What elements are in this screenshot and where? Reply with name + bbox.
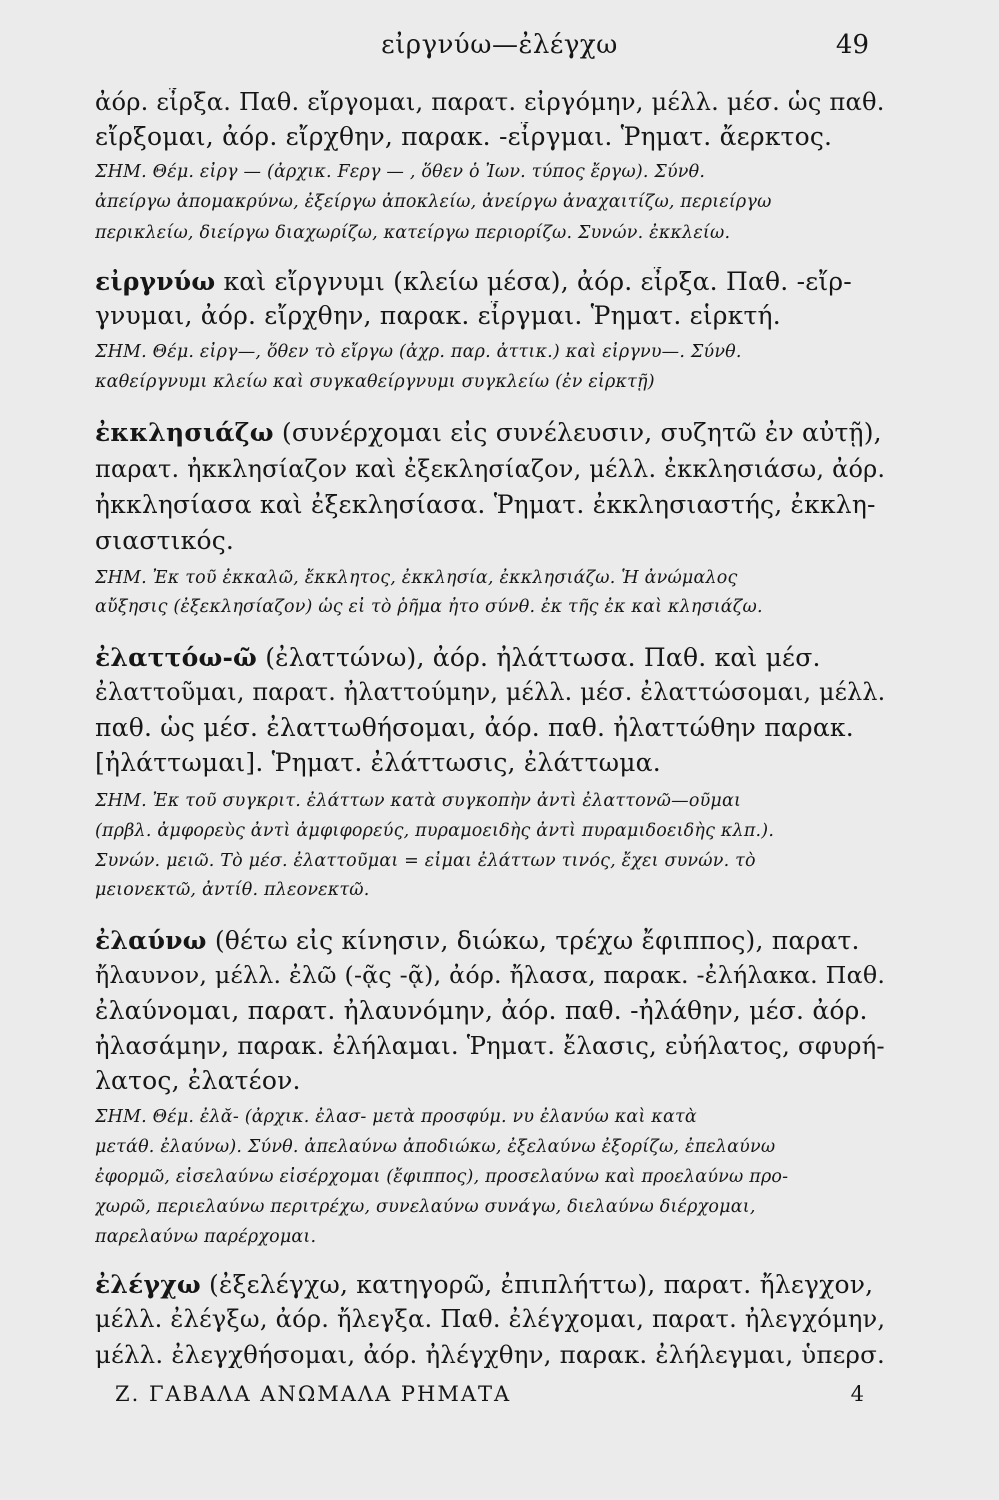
entry-line: ἐλέγχω (ἐξελέγχω, κατηγορῶ, ἐπιπλήττω), παρατ. ἤλεγχον, bbox=[95, 1270, 874, 1299]
note-line: ΣΗΜ. Θέμ. εἰργ—, ὅθεν τὸ εἴργω (ἀχρ. παρ. ἀττικ.) καὶ εἰργνυ—. Σύνθ. bbox=[95, 342, 742, 362]
note-line: καθείργνυμι κλείω καὶ συγκαθείργνυμι συγκλείω (ἐν εἱρκτῇ) bbox=[95, 372, 655, 392]
headword: ἐλαύνω bbox=[95, 926, 207, 955]
entry-line: ἠλασάμην, παρακ. ἐλήλαμαι. Ῥηματ. ἔλασις, εὐήλατος, σφυρή- bbox=[95, 1031, 885, 1060]
entry-line: ἠκκλησίασα καὶ ἐξεκλησίασα. Ῥηματ. ἐκκλησιαστής, ἐκκλη- bbox=[95, 490, 876, 519]
headword: ἐλέγχω bbox=[95, 1270, 201, 1299]
footer-sheet-number: 4 bbox=[850, 1382, 864, 1406]
entry-line: ἤλαυνον, μέλλ. ἐλῶ (-ᾷς -ᾷ), ἀόρ. ἤλασα, παρακ. -ἐλήλακα. Παθ. bbox=[95, 961, 885, 989]
entry-line: ἐλαττόω-ῶ (ἐλαττώνω), ἀόρ. ἠλάττωσα. Παθ. καὶ μέσ. bbox=[95, 643, 821, 672]
entry-line: γνυμαι, ἀόρ. εἴρχθην, παρακ. εἶργμαι. Ῥηματ. εἱρκτή. bbox=[95, 301, 781, 330]
note-line: παρελαύνω παρέρχομαι. bbox=[95, 1227, 317, 1247]
headword: ἐκκλησιάζω bbox=[95, 418, 274, 447]
note-line: ἐφορμῶ, εἰσελαύνω εἰσέρχομαι (ἔφιππος), προσελαύνω καὶ προελαύνω προ- bbox=[95, 1167, 789, 1187]
entry-line: σιαστικός. bbox=[95, 526, 235, 555]
note-line: χωρῶ, περιελαύνω περιτρέχω, συνελαύνω συνάγω, διελαύνω διέρχομαι, bbox=[95, 1197, 756, 1217]
note-line: Συνών. μειῶ. Τὸ μέσ. ἐλαττοῦμαι = εἶμαι ἐλάττων τινός, ἔχει συνών. τὸ bbox=[95, 851, 756, 871]
entry-line: παρατ. ἠκκλησίαζον καὶ ἐξεκλησίαζον, μέλλ. ἐκκλησιάσω, ἀόρ. bbox=[95, 455, 885, 483]
entry-line: [ἠλάττωμαι]. Ῥηματ. ἐλάττωσις, ἐλάττωμα. bbox=[95, 748, 661, 777]
footer-signature: Ζ. ΓΑΒΑΛΑ ΑΝΩΜΑΛΑ ΡΗΜΑΤΑ bbox=[115, 1382, 512, 1406]
note-line: μειονεκτῶ, ἀντίθ. πλεονεκτῶ. bbox=[95, 880, 370, 900]
entry-line: μέλλ. ἐλεγχθήσομαι, ἀόρ. ἠλέγχθην, παρακ. ἐλήλεγμαι, ὑπερσ. bbox=[95, 1340, 885, 1369]
entry-line: παθ. ὡς μέσ. ἐλαττωθήσομαι, ἀόρ. παθ. ἠλαττώθην παρακ. bbox=[95, 713, 854, 742]
entry-line: ἐλαττοῦμαι, παρατ. ἠλαττούμην, μέλλ. μέσ. ἐλαττώσομαι, μέλλ. bbox=[95, 678, 885, 706]
running-title: εἰργνύω—ἐλέγχω bbox=[381, 30, 618, 60]
entry-line: μέλλ. ἐλέγξω, ἀόρ. ἤλεγξα. Παθ. ἐλέγχομαι, παρατ. ἠλεγχόμην, bbox=[95, 1305, 885, 1333]
note-line: ΣΗΜ. Ἐκ τοῦ ἐκκαλῶ, ἔκκλητος, ἐκκλησία, ἐκκλησιάζω. Ἡ ἀνώμαλος bbox=[95, 568, 738, 588]
note-line: μετάθ. ἐλαύνω). Σύνθ. ἀπελαύνω ἀποδιώκω, ἐξελαύνω ἐξορίζω, ἐπελαύνω bbox=[95, 1137, 776, 1157]
entry-line: εἴρξομαι, ἀόρ. εἴρχθην, παρακ. -εἶργμαι. Ῥηματ. ἄερκτος. bbox=[95, 122, 833, 151]
entry-line: ἀόρ. εἶρξα. Παθ. εἴργομαι, παρατ. εἰργόμην, μέλλ. μέσ. ὡς παθ. bbox=[95, 88, 885, 116]
note-line: ἀπείργω ἀπομακρύνω, ἐξείργω ἀποκλείω, ἀνείργω ἀναχαιτίζω, περιείργω bbox=[95, 192, 772, 212]
note-line: ΣΗΜ. Θέμ. εἰργ — (ἀρχικ. Fεργ — , ὅθεν ὁ Ἰων. τύπος ἔργω). Σύνθ. bbox=[95, 162, 706, 182]
note-line: (πρβλ. ἀμφορεὺς ἀντὶ ἀμφιφορεύς, πυραμοειδὴς ἀντὶ πυραμιδοειδὴς κλπ.). bbox=[95, 821, 775, 841]
note-line: ΣΗΜ. Θέμ. ἐλᾰ- (ἀρχικ. ἐλασ- μετὰ προσφύμ. νυ ἐλανύω καὶ κατὰ bbox=[95, 1107, 697, 1127]
entry-line: ἐλαύνω (θέτω εἰς κίνησιν, διώκω, τρέχω ἔφιππος), παρατ. bbox=[95, 926, 860, 955]
note-line: αὔξησις (ἐξεκλησίαζον) ὡς εἰ τὸ ῥῆμα ἦτο σύνθ. ἐκ τῆς ἐκ καὶ κλησιάζω. bbox=[95, 597, 763, 617]
entry-line: ἐλαύνομαι, παρατ. ἠλαυνόμην, ἀόρ. παθ. -ἠλάθην, μέσ. ἀόρ. bbox=[95, 996, 868, 1025]
entry-line: λατος, ἐλατέον. bbox=[95, 1066, 301, 1095]
page-number: 49 bbox=[835, 30, 869, 60]
note-line: περικλείω, διείργω διαχωρίζω, κατείργω περιορίζω. Συνών. ἐκκλείω. bbox=[95, 223, 731, 243]
note-line: ΣΗΜ. Ἐκ τοῦ συγκριτ. ἐλάττων κατὰ συγκοπὴν ἀντὶ ἐλαττονῶ—οῦμαι bbox=[95, 791, 742, 811]
entry-line: ἐκκλησιάζω (συνέρχομαι εἰς συνέλευσιν, συζητῶ ἐν αὐτῇ), bbox=[95, 418, 882, 447]
headword: εἰργνύω bbox=[95, 267, 216, 296]
headword: ἐλαττόω-ῶ bbox=[95, 643, 258, 672]
entry-line: εἰργνύω καὶ εἴργνυμι (κλείω μέσα), ἀόρ. εἶρξα. Παθ. -εἴρ- bbox=[95, 267, 852, 296]
